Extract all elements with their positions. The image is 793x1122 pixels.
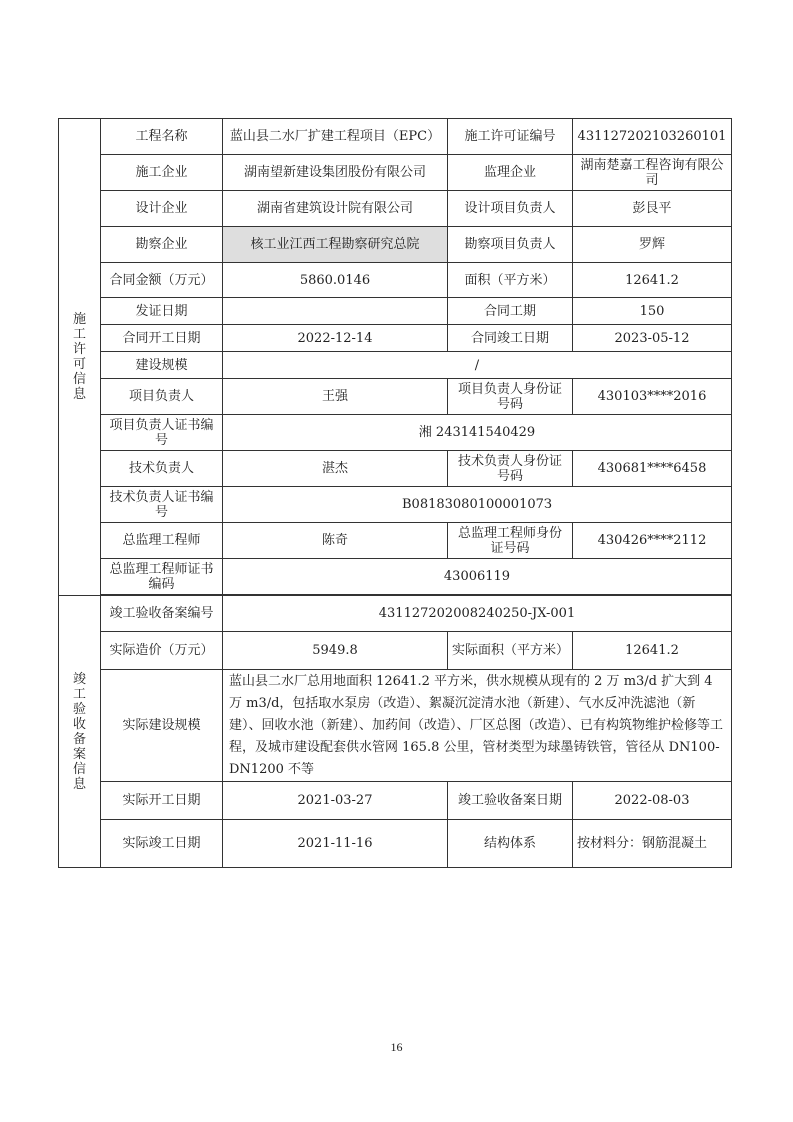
supervisor-label: 监理企业 [448, 155, 573, 191]
contract-end-label: 合同竣工日期 [448, 325, 573, 352]
supervisor-value: 湖南楚嘉工程咨询有限公司 [573, 155, 732, 191]
pm-id-value: 430103****2016 [573, 379, 732, 415]
scale-value: / [223, 352, 732, 379]
contract-period-value: 150 [573, 298, 732, 325]
actual-cost-value: 5949.8 [223, 632, 448, 670]
area-value: 12641.2 [573, 263, 732, 298]
design-company-label: 设计企业 [101, 191, 223, 227]
actual-cost-label: 实际造价（万元） [101, 632, 223, 670]
filing-no-label: 竣工验收备案编号 [101, 596, 223, 632]
contract-period-label: 合同工期 [448, 298, 573, 325]
project-name-value: 蓝山县二水厂扩建工程项目（EPC） [223, 119, 448, 155]
survey-lead-label: 勘察项目负责人 [448, 227, 573, 263]
page-number: 16 [390, 1040, 403, 1054]
actual-scale-label: 实际建设规模 [101, 670, 223, 782]
design-lead-label: 设计项目负责人 [448, 191, 573, 227]
section-title-construction-permit: 施 工 许 可 信 息 [59, 119, 101, 596]
contract-start-label: 合同开工日期 [101, 325, 223, 352]
chief-sup-label: 总监理工程师 [101, 523, 223, 559]
actual-end-label: 实际竣工日期 [101, 820, 223, 868]
chief-sup-cert-label: 总监理工程师证书编码 [101, 559, 223, 595]
filing-date-value: 2022-08-03 [573, 782, 732, 820]
contractor-label: 施工企业 [101, 155, 223, 191]
permit-no-value: 431127202103260101 [573, 119, 732, 155]
survey-company-label: 勘察企业 [101, 227, 223, 263]
chief-sup-id-value: 430426****2112 [573, 523, 732, 559]
pm-cert-value: 湘 243141540429 [223, 415, 732, 451]
chief-sup-cert-value: 43006119 [223, 559, 732, 595]
section-title-completion: 竣 工 验 收 备 案 信 息 [59, 596, 101, 868]
contract-start-value: 2022-12-14 [223, 325, 448, 352]
tech-lead-id-value: 430681****6458 [573, 451, 732, 487]
issue-date-value [223, 298, 448, 325]
filing-no-value: 431127202008240250-JX-001 [223, 596, 732, 632]
pm-cert-label: 项目负责人证书编号 [101, 415, 223, 451]
survey-company-value: 核工业江西工程勘察研究总院 [223, 227, 448, 263]
pm-id-label: 项目负责人身份证号码 [448, 379, 573, 415]
actual-start-value: 2021-03-27 [223, 782, 448, 820]
tech-lead-value: 湛杰 [223, 451, 448, 487]
actual-end-value: 2021-11-16 [223, 820, 448, 868]
actual-area-label: 实际面积（平方米） [448, 632, 573, 670]
contract-amount-value: 5860.0146 [223, 263, 448, 298]
tech-lead-label: 技术负责人 [101, 451, 223, 487]
contract-amount-label: 合同金额（万元） [101, 263, 223, 298]
project-info-table [58, 118, 732, 868]
permit-no-label: 施工许可证编号 [448, 119, 573, 155]
tech-cert-value: B0818308010000107З [223, 487, 732, 523]
actual-area-value: 12641.2 [573, 632, 732, 670]
pm-label: 项目负责人 [101, 379, 223, 415]
survey-lead-value: 罗辉 [573, 227, 732, 263]
contractor-value: 湖南望新建设集团股份有限公司 [223, 155, 448, 191]
structure-label: 结构体系 [448, 820, 573, 868]
pm-value: 王强 [223, 379, 448, 415]
tech-cert-label: 技术负责人证书编号 [101, 487, 223, 523]
chief-sup-value: 陈奇 [223, 523, 448, 559]
actual-scale-value: 蓝山县二水厂总用地面积 12641.2 平方米，供水规模从现有的 2 万 m3/d 扩大到 4 万 m3/d，包括取水泵房（改造）、絮凝沉淀清水池（新建）、气水反冲洗滤池（新建）、回收水池（新建）、加药间（改造）、厂区总图（改造）、已有构筑物维护检修等工程，及城市建设配套供水管网 165.8 公里，管材类型为球墨铸铁管，管径从 DN100-DN1200 不等 [223, 670, 732, 782]
project-name-label: 工程名称 [101, 119, 223, 155]
actual-start-label: 实际开工日期 [101, 782, 223, 820]
structure-value: 按材料分：钢筋混凝土 [573, 820, 732, 868]
chief-sup-id-label: 总监理工程师身份证号码 [448, 523, 573, 559]
design-company-value: 湖南省建筑设计院有限公司 [223, 191, 448, 227]
filing-date-label: 竣工验收备案日期 [448, 782, 573, 820]
issue-date-label: 发证日期 [101, 298, 223, 325]
tech-lead-id-label: 技术负责人身份证号码 [448, 451, 573, 487]
contract-end-value: 2023-05-12 [573, 325, 732, 352]
area-label: 面积（平方米） [448, 263, 573, 298]
design-lead-value: 彭艮平 [573, 191, 732, 227]
scale-label: 建设规模 [101, 352, 223, 379]
